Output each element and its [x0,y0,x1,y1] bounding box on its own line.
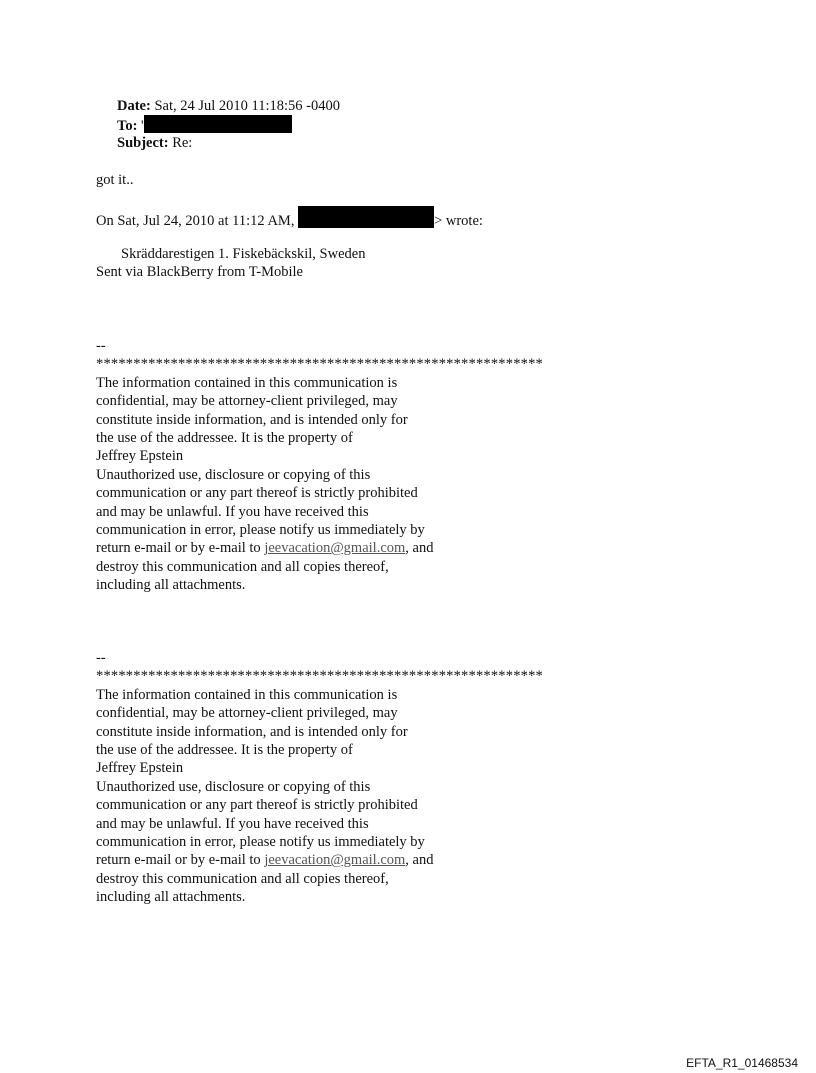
disclaimer-line: confidential, may be attorney-client privileged, may [96,705,398,722]
disclaimer-line: communication in error, please notify us immediately by [96,521,425,538]
email-suffix: , and [405,852,434,869]
disclaimer-email-line [96,851,543,869]
subject-label: Subject: [117,135,169,151]
disclaimer-dashes: -- [96,650,106,666]
quote-intro-line [96,206,483,230]
disclaimer-block [96,649,543,906]
disclaimer-block [96,337,543,594]
disclaimer-stars: ************************************************************ [96,356,543,373]
disclaimer-line: destroy this communication and all copies thereof, [96,558,389,575]
subject-line [117,134,192,152]
disclaimer-line: constitute inside information, and is intended only for [96,723,408,740]
subject-value: Re: [172,135,193,151]
disclaimer-line: destroy this communication and all copies thereof, [96,870,389,887]
email-prefix: return e-mail or by e-mail to [96,540,265,557]
disclaimer-stars: ************************************************************ [96,668,543,685]
disclaimer-line: Jeffrey Epstein [96,448,184,465]
to-prefix: ' [141,118,144,134]
quote-wrote: > wrote: [434,213,483,229]
to-label: To: [117,118,138,134]
disclaimer-line: communication in error, please notify us immediately by [96,833,425,850]
disclaimer-line: The information contained in this communication is [96,374,398,391]
email-suffix: , and [405,540,434,557]
disclaimer-line: confidential, may be attorney-client privileged, may [96,393,398,410]
date-label: Date: [117,98,151,114]
document-id: EFTA_R1_01468534 [686,1056,798,1070]
redaction-box [298,206,434,228]
disclaimer-line: and may be unlawful. If you have received this [96,815,369,832]
date-line [117,97,340,115]
email-prefix: return e-mail or by e-mail to [96,852,265,869]
redaction-box [144,115,292,133]
disclaimer-line: communication or any part thereof is strictly prohibited [96,797,418,814]
disclaimer-line: communication or any part thereof is strictly prohibited [96,485,418,502]
disclaimer-line: the use of the addressee. It is the property of [96,429,353,446]
quoted-sent-via: Sent via BlackBerry from T-Mobile [96,264,303,280]
disclaimer-line: the use of the addressee. It is the property of [96,741,353,758]
quoted-address: Skräddarestigen 1. Fiskebäckskil, Sweden [121,246,366,262]
date-value: Sat, 24 Jul 2010 11:18:56 -0400 [154,98,341,114]
disclaimer-line: Unauthorized use, disclosure or copying of this [96,778,371,795]
disclaimer-line: Unauthorized use, disclosure or copying of this [96,466,371,483]
email-link[interactable]: jeevacation@gmail.com [264,540,406,557]
disclaimer-line: constitute inside information, and is intended only for [96,411,408,428]
to-line [117,115,292,135]
quote-intro: On Sat, Jul 24, 2010 at 11:12 AM, [96,213,295,229]
disclaimer-line: including all attachments. [96,889,246,906]
disclaimer-line: Jeffrey Epstein [96,760,184,777]
disclaimer-line: including all attachments. [96,577,246,594]
disclaimer-dashes: -- [96,338,106,354]
reply-text: got it.. [96,172,134,188]
disclaimer-line: The information contained in this communication is [96,686,398,703]
email-link[interactable]: jeevacation@gmail.com [264,852,406,869]
disclaimer-line: and may be unlawful. If you have received this [96,503,369,520]
disclaimer-email-line [96,539,543,557]
